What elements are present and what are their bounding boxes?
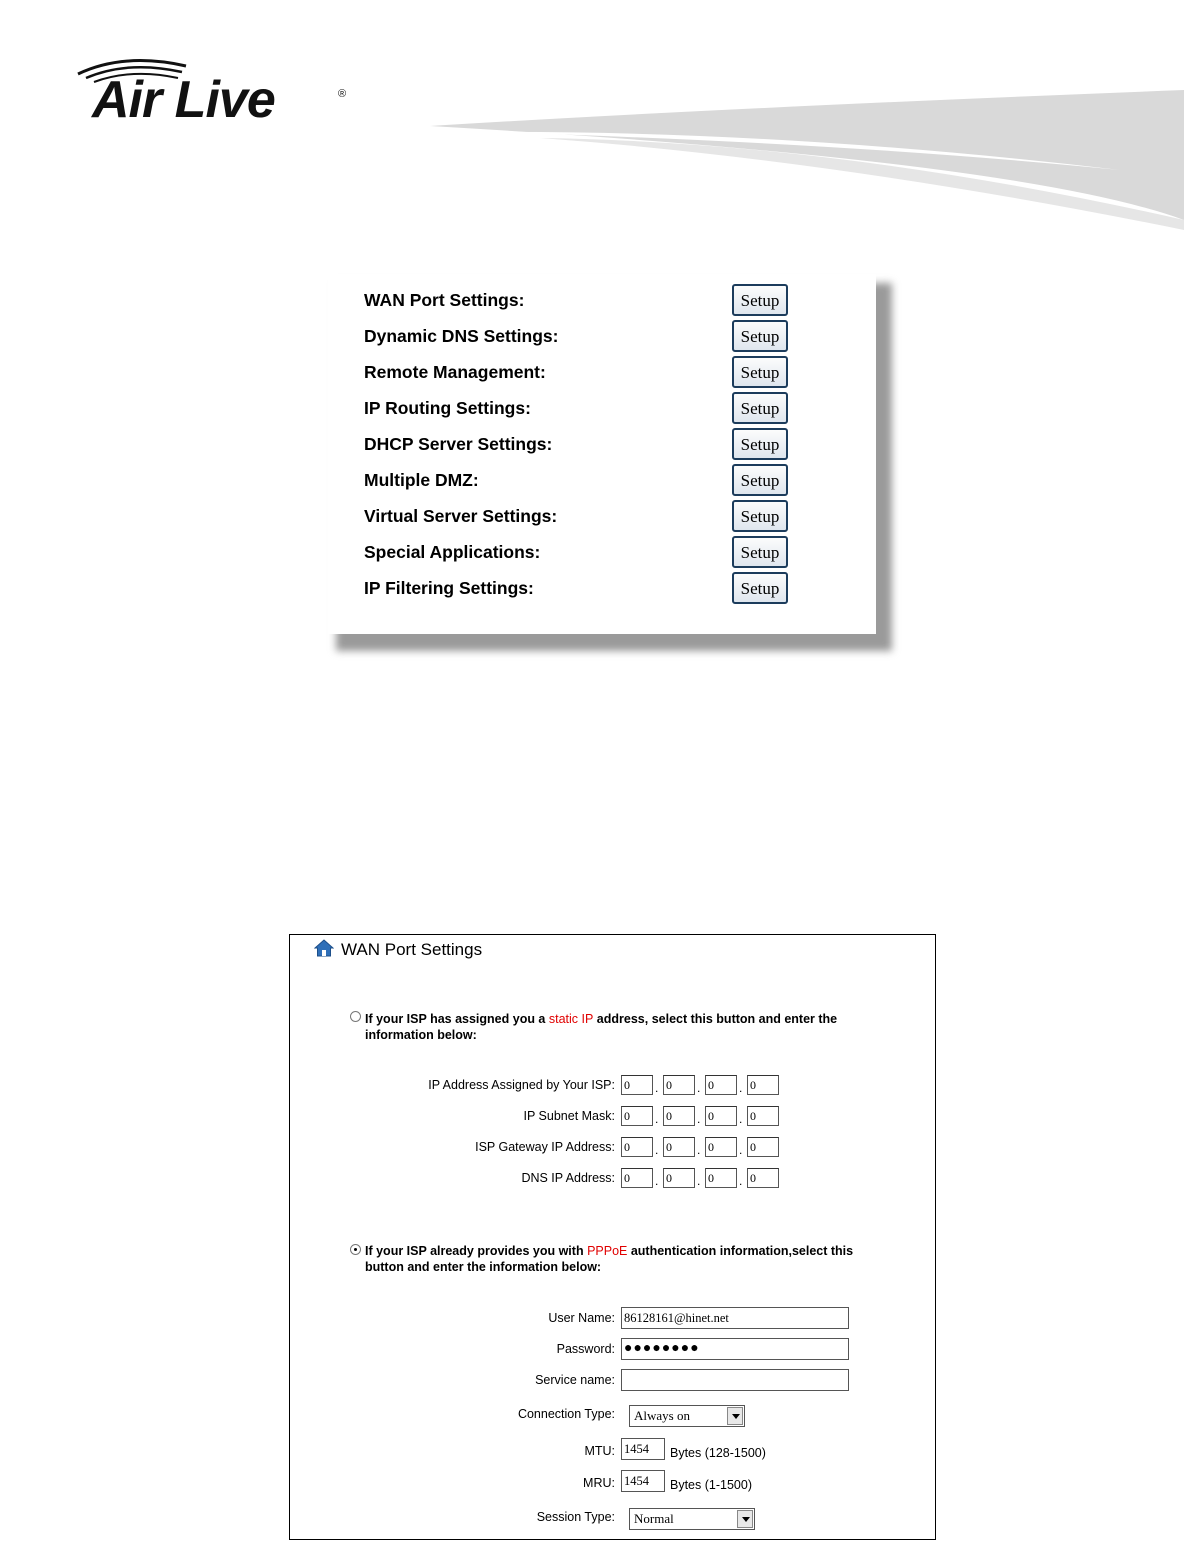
session-type-label: Session Type: [536, 1510, 615, 1524]
setup-label: DHCP Server Settings: [364, 434, 553, 454]
gateway-ip-octet-2[interactable] [663, 1137, 695, 1157]
setup-label: Special Applications: [364, 542, 541, 562]
ip-address-octet-3[interactable] [705, 1075, 737, 1095]
mtu-label: MTU: [584, 1444, 615, 1458]
dns-ip-octet-1[interactable] [621, 1168, 653, 1188]
connection-type-label: Connection Type: [517, 1407, 615, 1421]
dns-ip-octet-2[interactable] [663, 1168, 695, 1188]
dns-ip-label: DNS IP Address: [521, 1171, 615, 1185]
session-type-select[interactable] [629, 1508, 755, 1530]
pppoe-option-text [365, 1243, 895, 1275]
mtu-unit: Bytes (128-1500) [670, 1446, 766, 1460]
setup-panel [328, 274, 876, 634]
virtual-server-setup-button[interactable]: Setup [732, 500, 788, 532]
pppoe-option-text-before: If your ISP already provides you with [365, 1244, 588, 1258]
ip-address-label: IP Address Assigned by Your ISP: [428, 1078, 615, 1092]
setup-label: Virtual Server Settings: [364, 506, 558, 526]
service-name-label: Service name: [535, 1373, 615, 1387]
chevron-down-icon[interactable] [737, 1510, 753, 1528]
logo-registered-mark: ® [338, 88, 347, 100]
dhcp-server-setup-button[interactable]: Setup [732, 428, 788, 460]
ip-address-octet-2[interactable] [663, 1075, 695, 1095]
subnet-mask-label: IP Subnet Mask: [523, 1109, 615, 1123]
ip-dot: . [655, 1081, 659, 1095]
setup-label: Multiple DMZ: [364, 470, 479, 490]
setup-row-remote-management [364, 356, 844, 390]
setup-row-virtual-server [364, 500, 844, 534]
setup-row-dynamic-dns [364, 320, 844, 354]
gateway-ip-octet-4[interactable] [747, 1137, 779, 1157]
setup-label: IP Routing Settings: [364, 398, 531, 418]
password-input[interactable] [621, 1338, 849, 1360]
pppoe-highlight: PPPoE [587, 1244, 628, 1258]
special-applications-setup-button[interactable]: Setup [732, 536, 788, 568]
ip-dot: . [697, 1112, 701, 1126]
password-label: Password: [556, 1342, 615, 1356]
dns-ip-octet-4[interactable] [747, 1168, 779, 1188]
gateway-ip-label: ISP Gateway IP Address: [475, 1140, 615, 1154]
airlive-logo [70, 52, 360, 142]
mru-unit: Bytes (1-1500) [670, 1478, 752, 1492]
static-ip-radio[interactable] [350, 1011, 361, 1022]
setup-label: Remote Management: [364, 362, 546, 382]
chevron-down-icon[interactable] [727, 1407, 743, 1425]
subnet-mask-octet-4[interactable] [747, 1106, 779, 1126]
session-type-value: Normal [634, 1511, 674, 1526]
dynamic-dns-setup-button[interactable]: Setup [732, 320, 788, 352]
ip-dot: . [697, 1143, 701, 1157]
connection-type-value: Always on [634, 1408, 690, 1423]
subnet-mask-octet-1[interactable] [621, 1106, 653, 1126]
ip-dot: . [739, 1081, 743, 1095]
ip-dot: . [697, 1081, 701, 1095]
setup-label: IP Filtering Settings: [364, 578, 534, 598]
logo-brand-text: Air Live [92, 71, 275, 129]
setup-row-ip-filtering [364, 572, 844, 606]
dns-ip-octet-3[interactable] [705, 1168, 737, 1188]
multiple-dmz-setup-button[interactable]: Setup [732, 464, 788, 496]
setup-row-multiple-dmz [364, 464, 844, 498]
subnet-mask-octet-3[interactable] [705, 1106, 737, 1126]
setup-row-wan-port [364, 284, 844, 318]
wan-port-settings-panel [289, 934, 936, 1540]
connection-type-select[interactable] [629, 1405, 745, 1427]
setup-label: Dynamic DNS Settings: [364, 326, 559, 346]
remote-management-setup-button[interactable]: Setup [732, 356, 788, 388]
ip-address-octet-1[interactable] [621, 1075, 653, 1095]
ip-dot: . [739, 1174, 743, 1188]
page-title: WAN Port Settings [341, 940, 483, 959]
ip-dot: . [655, 1112, 659, 1126]
setup-row-special-applications [364, 536, 844, 570]
service-name-input[interactable] [621, 1369, 849, 1391]
user-name-input[interactable] [621, 1307, 849, 1329]
ip-filtering-setup-button[interactable]: Setup [732, 572, 788, 604]
ip-routing-setup-button[interactable]: Setup [732, 392, 788, 424]
mru-label: MRU: [583, 1476, 615, 1490]
header-swoosh-graphic [420, 80, 1184, 230]
static-ip-option-text [365, 1011, 895, 1043]
pppoe-option-text-after: authentication information,select this button and enter the information below: [365, 1244, 854, 1274]
static-option-text-before: If your ISP has assigned you a [365, 1012, 549, 1026]
mru-input[interactable] [621, 1470, 665, 1492]
user-name-label: User Name: [548, 1311, 615, 1325]
wan-port-setup-button[interactable]: Setup [732, 284, 788, 316]
ip-dot: . [739, 1112, 743, 1126]
gateway-ip-octet-1[interactable] [621, 1137, 653, 1157]
setup-label: WAN Port Settings: [364, 290, 525, 310]
static-ip-highlight: static IP [548, 1012, 594, 1026]
setup-row-ip-routing [364, 392, 844, 426]
mtu-input[interactable] [621, 1438, 665, 1460]
ip-address-octet-4[interactable] [747, 1075, 779, 1095]
ip-dot: . [739, 1143, 743, 1157]
ip-dot: . [655, 1143, 659, 1157]
static-option-text-after: address, select this button and enter the information below: [365, 1012, 838, 1042]
ip-dot: . [655, 1174, 659, 1188]
gateway-ip-octet-3[interactable] [705, 1137, 737, 1157]
ip-dot: . [697, 1174, 701, 1188]
setup-row-dhcp-server [364, 428, 844, 462]
home-icon [314, 939, 334, 957]
subnet-mask-octet-2[interactable] [663, 1106, 695, 1126]
pppoe-radio[interactable] [350, 1244, 361, 1255]
